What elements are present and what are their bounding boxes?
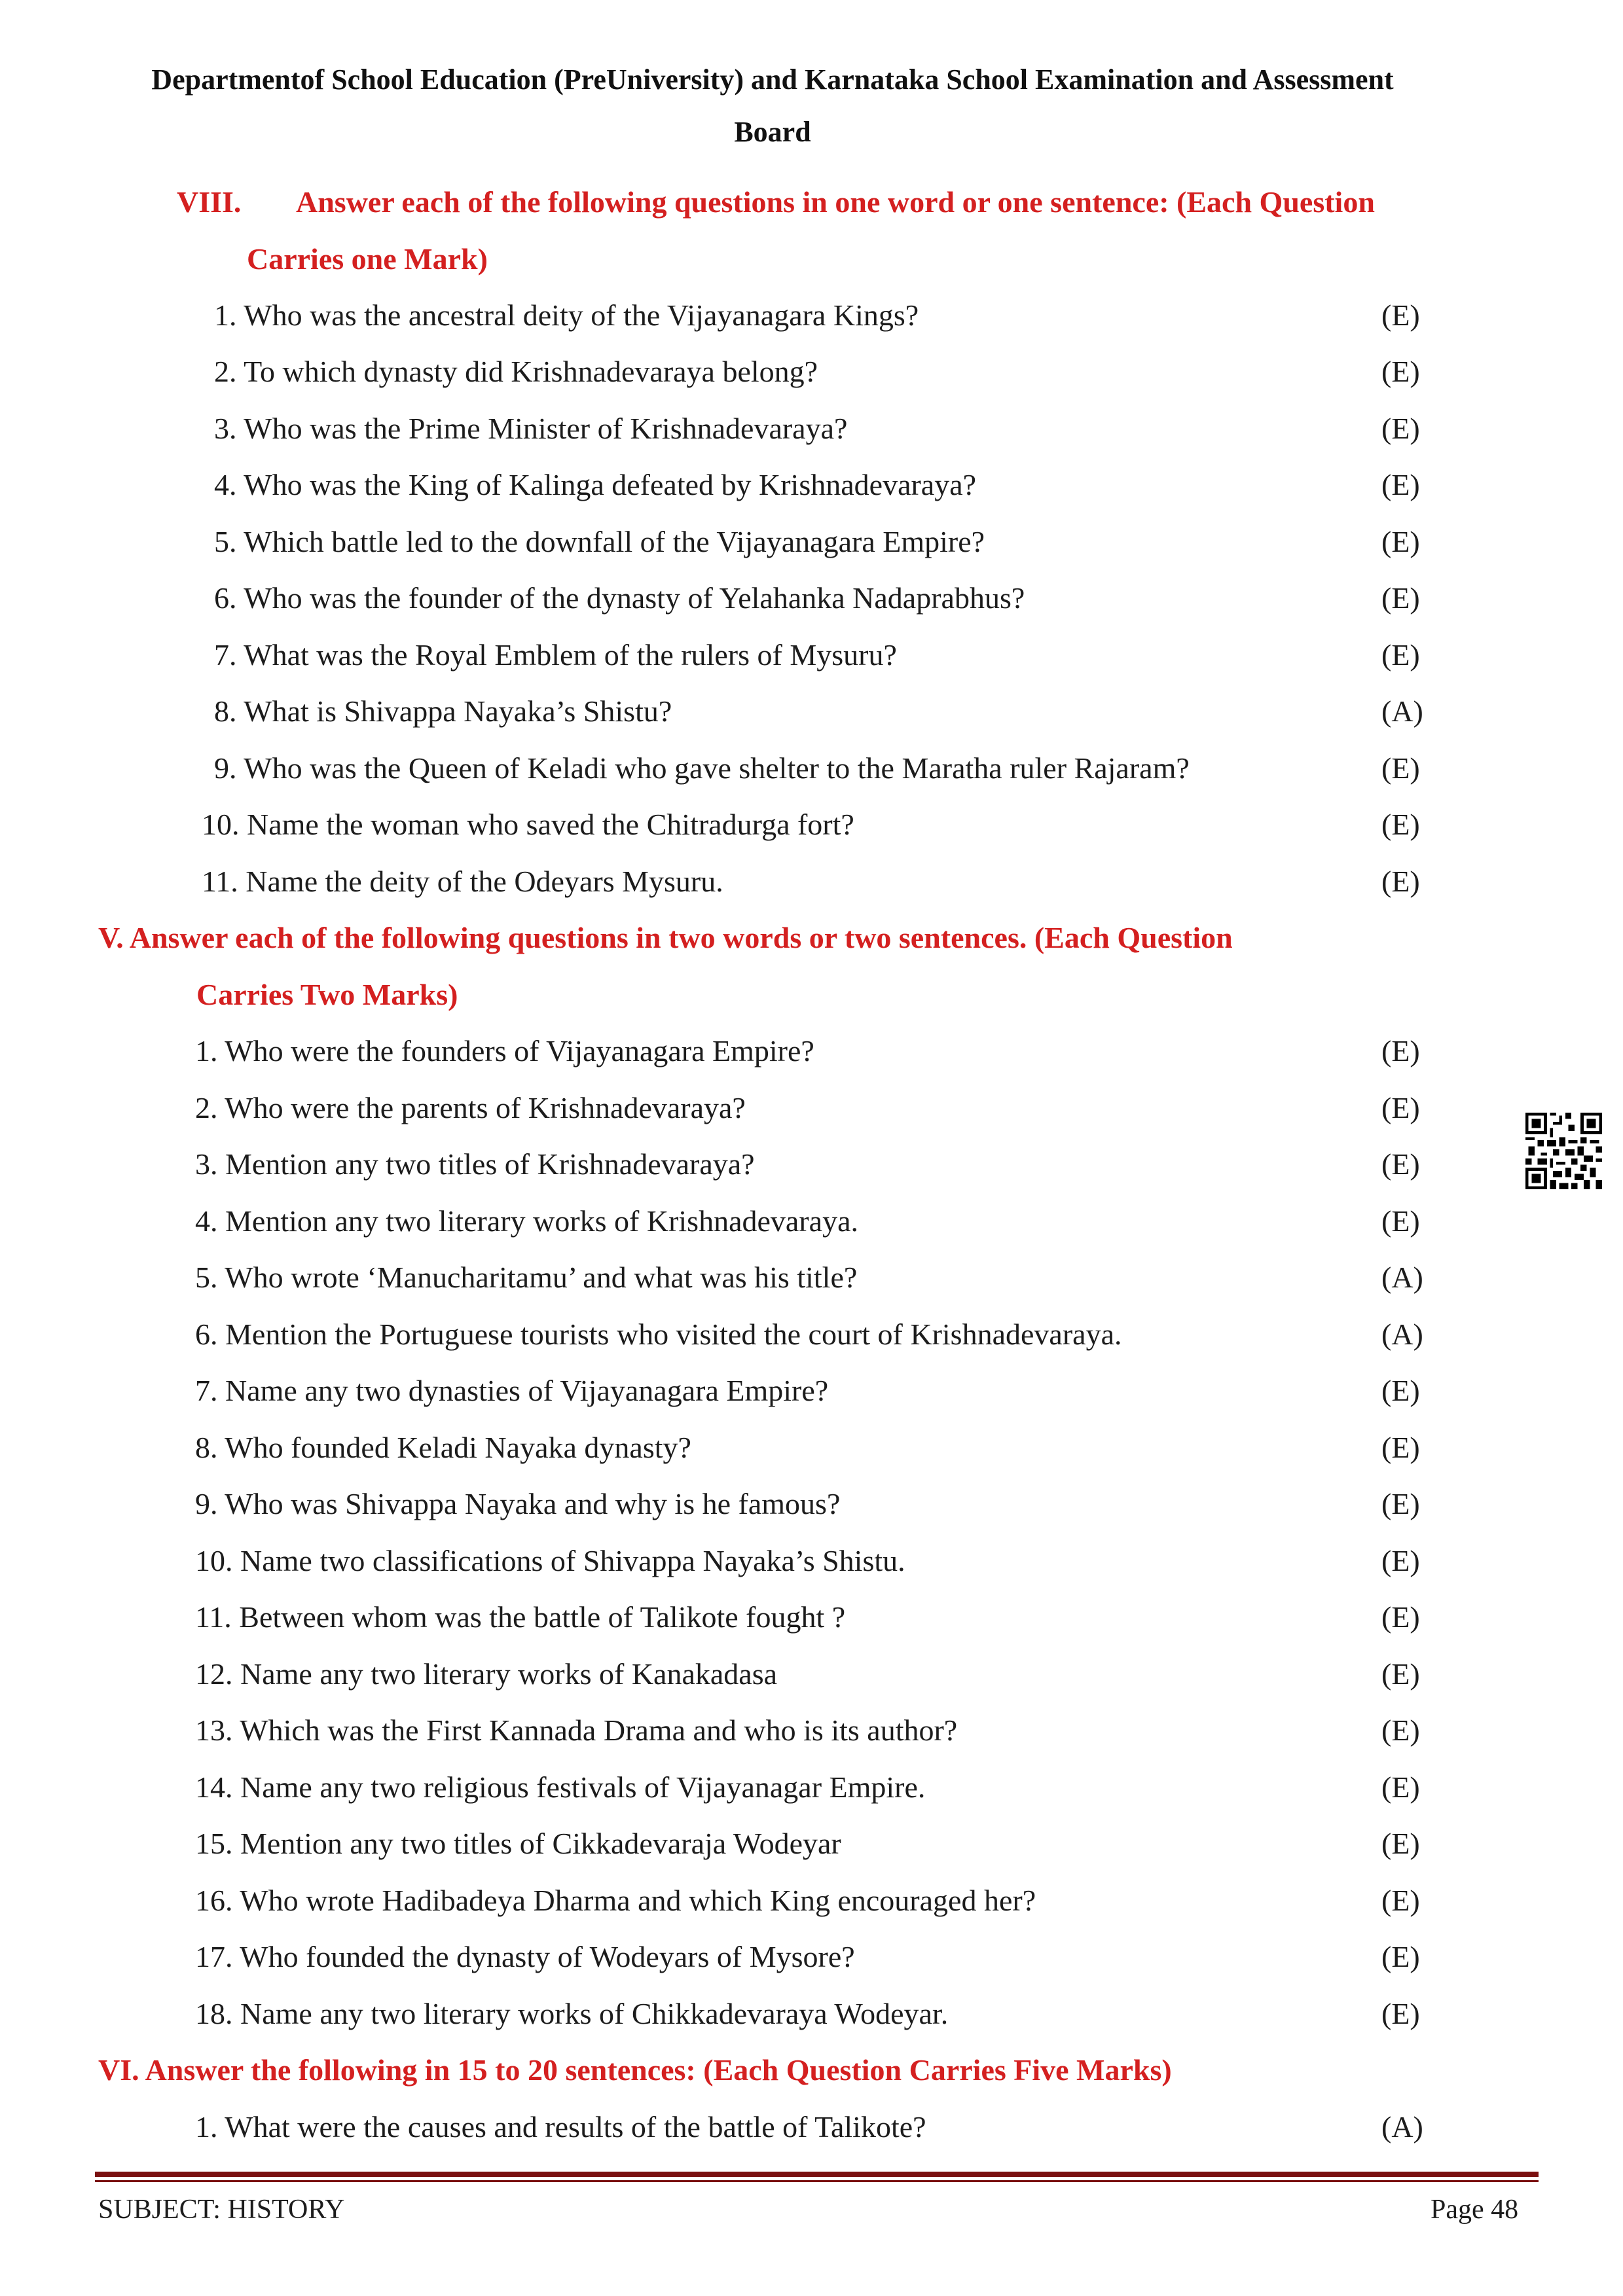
question-text: 1. What were the causes and results of the battle of Talikote? xyxy=(195,2110,926,2144)
question-text: 3. Mention any two titles of Krishnadevaraya? xyxy=(195,1147,755,1181)
question-text: 5. Which battle led to the downfall of the Vijayanagara Empire? xyxy=(214,525,985,558)
question-level: (E) xyxy=(1381,1147,1420,1181)
question-level: (E) xyxy=(1381,1374,1420,1407)
question-level: (E) xyxy=(1381,1997,1420,2030)
question-text: 10. Name the woman who saved the Chitradurga fort? xyxy=(202,808,854,841)
section-viii-title-line-1: Answer each of the following questions in one word or one sentence: (Each Question xyxy=(296,185,1375,219)
question-text: 4. Who was the King of Kalinga defeated by Krishnadevaraya? xyxy=(214,468,977,501)
section-viii-title-line-2: Carries one Mark) xyxy=(247,242,488,276)
question-level: (E) xyxy=(1381,1204,1420,1238)
question-text: 8. Who founded Keladi Nayaka dynasty? xyxy=(195,1431,691,1464)
question-level: (E) xyxy=(1381,1770,1420,1804)
question-text: 7. What was the Royal Emblem of the rulers of Mysuru? xyxy=(214,638,897,672)
question-level: (E) xyxy=(1381,355,1420,388)
question-level: (E) xyxy=(1381,581,1420,615)
question-level: (E) xyxy=(1381,1600,1420,1634)
question-level: (E) xyxy=(1381,1713,1420,1747)
question-text: 2. Who were the parents of Krishnadevaraya? xyxy=(195,1091,746,1124)
question-level: (A) xyxy=(1381,694,1423,728)
question-text: 7. Name any two dynasties of Vijayanagara Empire? xyxy=(195,1374,829,1407)
question-level: (E) xyxy=(1381,1431,1420,1464)
question-text: 6. Who was the founder of the dynasty of Yelahanka Nadaprabhus? xyxy=(214,581,1025,615)
header-line-2: Board xyxy=(734,116,811,148)
question-text: 1. Who were the founders of Vijayanagara Empire? xyxy=(195,1034,814,1067)
question-text: 10. Name two classifications of Shivappa Nayaka’s Shistu. xyxy=(195,1544,905,1577)
question-level: (E) xyxy=(1381,1884,1420,1917)
question-text: 16. Who wrote Hadibadeya Dharma and which King encouraged her? xyxy=(195,1884,1036,1917)
footer-page-number: Page 48 xyxy=(1431,2195,1519,2225)
question-text: 17. Who founded the dynasty of Wodeyars of Mysore? xyxy=(195,1940,855,1973)
question-level: (E) xyxy=(1381,525,1420,558)
question-level: (E) xyxy=(1381,1940,1420,1973)
header-line-1: Departmentof School Education (PreUniversity) and Karnataka School Examination and Assessment xyxy=(151,63,1394,96)
question-level: (A) xyxy=(1381,1318,1423,1351)
question-text: 2. To which dynasty did Krishnadevaraya belong? xyxy=(214,355,818,388)
question-text: 3. Who was the Prime Minister of Krishnadevaraya? xyxy=(214,412,848,445)
question-level: (A) xyxy=(1381,1261,1423,1294)
question-level: (E) xyxy=(1381,1827,1420,1860)
question-text: 5. Who wrote ‘Manucharitamu’ and what was his title? xyxy=(195,1261,858,1294)
footer-subject: SUBJECT: HISTORY xyxy=(98,2195,345,2225)
question-text: 11. Between whom was the battle of Talikote fought ? xyxy=(195,1600,846,1634)
question-level: (E) xyxy=(1381,298,1420,332)
question-level: (E) xyxy=(1381,751,1420,785)
question-level: (A) xyxy=(1381,2110,1423,2144)
question-text: 8. What is Shivappa Nayaka’s Shistu? xyxy=(214,694,672,728)
section-v-title-line-1: V. Answer each of the following questions in two words or two sentences. (Each Question xyxy=(98,921,1233,954)
question-level: (E) xyxy=(1381,1487,1420,1520)
question-text: 12. Name any two literary works of Kanakadasa xyxy=(195,1657,778,1691)
section-viii-number: VIII. xyxy=(177,185,242,219)
question-level: (E) xyxy=(1381,1034,1420,1067)
question-level: (E) xyxy=(1381,1091,1420,1124)
footer-rule-thick xyxy=(95,2172,1539,2177)
question-text: 4. Mention any two literary works of Krishnadevaraya. xyxy=(195,1204,858,1238)
question-level: (E) xyxy=(1381,865,1420,898)
question-level: (E) xyxy=(1381,638,1420,672)
section-vi-title: VI. Answer the following in 15 to 20 sentences: (Each Question Carries Five Marks) xyxy=(98,2053,1172,2087)
question-text: 18. Name any two literary works of Chikkadevaraya Wodeyar. xyxy=(195,1997,949,2030)
question-level: (E) xyxy=(1381,1544,1420,1577)
footer-rule-thin xyxy=(95,2180,1539,2182)
question-text: 1. Who was the ancestral deity of the Vijayanagara Kings? xyxy=(214,298,919,332)
question-level: (E) xyxy=(1381,468,1420,501)
section-v-title-line-2: Carries Two Marks) xyxy=(196,978,458,1011)
question-level: (E) xyxy=(1381,412,1420,445)
question-text: 13. Which was the First Kannada Drama and who is its author? xyxy=(195,1713,958,1747)
question-text: 9. Who was the Queen of Keladi who gave shelter to the Maratha ruler Rajaram? xyxy=(214,751,1190,785)
question-text: 11. Name the deity of the Odeyars Mysuru. xyxy=(202,865,723,898)
question-text: 6. Mention the Portuguese tourists who visited the court of Krishnadevaraya. xyxy=(195,1318,1122,1351)
question-level: (E) xyxy=(1381,1657,1420,1691)
question-text: 15. Mention any two titles of Cikkadevaraja Wodeyar xyxy=(195,1827,841,1860)
qr-code-icon xyxy=(1525,1113,1602,1189)
question-text: 14. Name any two religious festivals of Vijayanagar Empire. xyxy=(195,1770,926,1804)
question-text: 9. Who was Shivappa Nayaka and why is he famous? xyxy=(195,1487,841,1520)
question-level: (E) xyxy=(1381,808,1420,841)
